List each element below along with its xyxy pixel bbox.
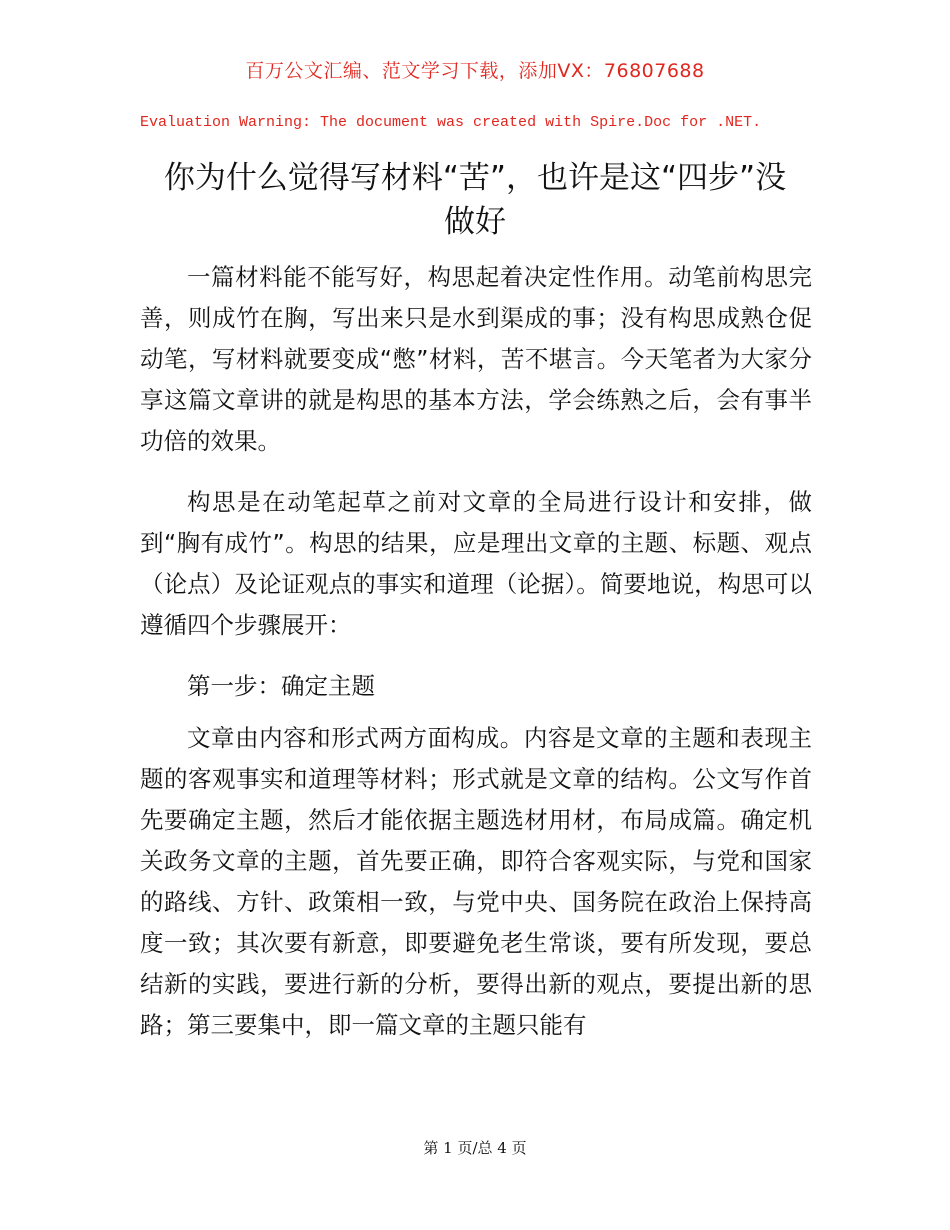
paragraph-intro — [140, 257, 812, 462]
page-number-footer: 第 1 页/总 4 页 — [423, 1139, 527, 1157]
section-heading-text: 第一步：确定主题 — [187, 672, 375, 700]
paragraph-step-one-body — [140, 718, 812, 1046]
header-banner: 百万公文汇编、范文学习下载，添加VX：76807688 — [245, 60, 705, 82]
section-heading-step-one — [140, 666, 812, 707]
paragraph-definition — [140, 482, 812, 646]
paragraph-text: 构思是在动笔起草之前对文章的全局进行设计和安排，做到“胸有成竹”。构思的结果，应是理出文章的主题、标题、观点（论点）及论证观点的事实和道理（论据）。简要地说，构思可以遵循四个步骤展开： — [140, 488, 812, 639]
paragraph-text: 一篇材料能不能写好，构思起着决定性作用。动笔前构思完善，则成竹在胸，写出来只是水到渠成的事；没有构思成熟仓促动笔，写材料就要变成“憋”材料，苦不堪言。今天笔者为大家分享这篇文章讲的就是构思的基本方法，学会练熟之后，会有事半功倍的效果。 — [140, 263, 812, 455]
evaluation-warning: Evaluation Warning: The document was created with Spire.Doc for .NET. — [140, 114, 762, 131]
document-title: 你为什么觉得写材料“苦”，也许是这“四步”没做好 — [163, 160, 787, 240]
paragraph-text: 文章由内容和形式两方面构成。内容是文章的主题和表现主题的客观事实和道理等材料；形式就是文章的结构。公文写作首先要确定主题，然后才能依据主题选材用材，布局成篇。确定机关政务文章的主题，首先要正确，即符合客观实际，与党和国家的路线、方针、政策相一致，与党中央、国务院在政治上保持高度一致；其次要有新意，即要避免老生常谈，要有所发现，要总结新的实践，要进行新的分析，要得出新的观点，要提出新的思路；第三要集中，即一篇文章的主题只能有 — [140, 724, 812, 1039]
